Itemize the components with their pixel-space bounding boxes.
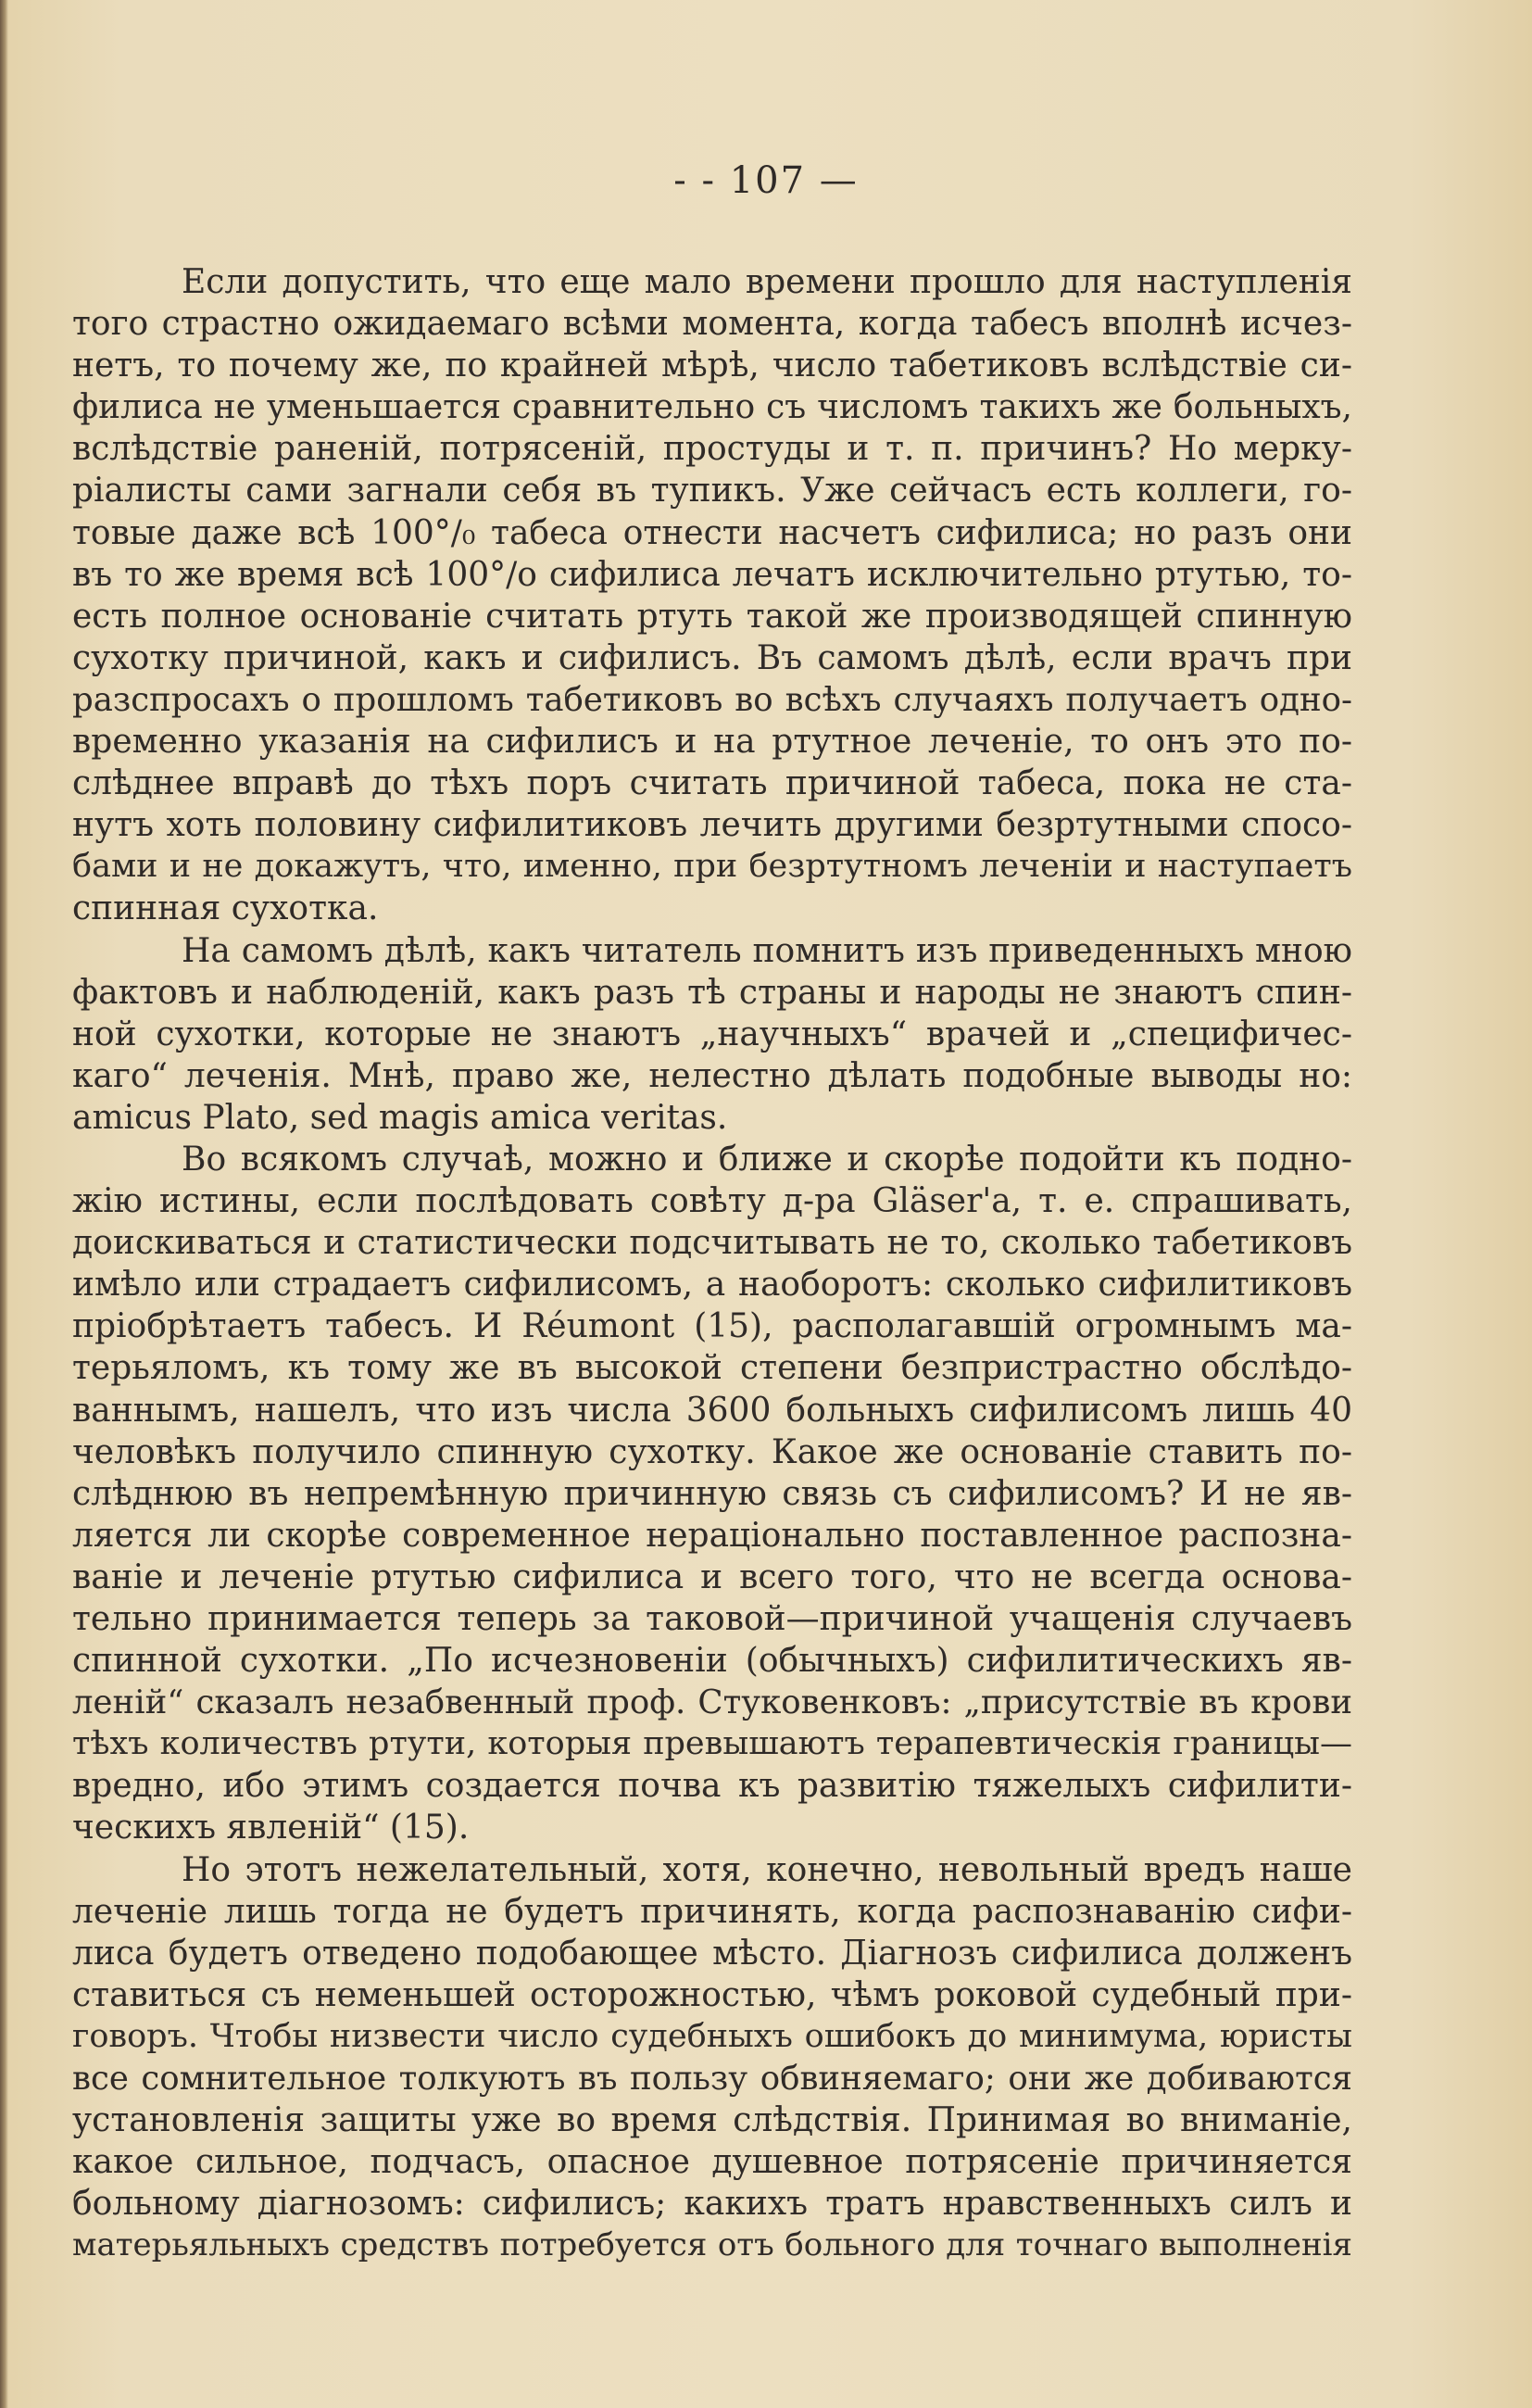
- text-line: ческихъ явленій“ (15).: [72, 1809, 470, 1847]
- text-line: разспросахъ о прошломъ табетиковъ во всѣхъ случаяхъ получаетъ одно-: [72, 680, 1352, 719]
- paragraph-1: [72, 261, 1352, 930]
- text-line: пріобрѣтаетъ табесъ. И Réumont (15), располагавшій огромнымъ ма-: [72, 1307, 1352, 1346]
- text-line: Во всякомъ случаѣ, можно и ближе и скорѣе подойти къ подно-: [182, 1140, 1352, 1179]
- text-line: установленія защиты уже во время слѣдствія. Принимая во вниманіе,: [72, 2101, 1352, 2140]
- text-line: все сомнительное толкуютъ въ пользу обвиняемаго; они же добиваются: [72, 2060, 1352, 2099]
- text-line: филиса не уменьшается сравнительно съ числомъ такихъ же больныхъ,: [72, 388, 1352, 427]
- text-line: терьяломъ, къ тому же въ высокой степени безпристрастно обслѣдо-: [72, 1349, 1352, 1388]
- text-line: какое сильное, подчасъ, опасное душевное потрясеніе причиняется: [72, 2143, 1352, 2182]
- body-text: [72, 261, 1352, 2267]
- text-line: Если допустить, что еще мало времени прошло для наступленія: [182, 263, 1352, 301]
- text-line: каго“ леченія. Мнѣ, право же, нелестно дѣлать подобные выводы но:: [72, 1056, 1352, 1095]
- paragraph-3: [72, 1139, 1352, 1849]
- text-line: есть полное основаніе считать ртуть такой же производящей спинную: [72, 597, 1352, 636]
- text-line: временно указанія на сифилисъ и на ртутное леченіе, то онъ это по-: [72, 723, 1352, 762]
- text-line: нетъ, то почему же, по крайней мѣрѣ, число табетиковъ вслѣдствіе си-: [72, 347, 1352, 385]
- text-line: жію истины, если послѣдовать совѣту д-ра Gläser'а, т. е. спрашивать,: [72, 1182, 1352, 1221]
- paragraph-4: [72, 1849, 1352, 2267]
- text-line: въ то же время всѣ 100°/о сифилиса лечатъ исключительно ртутью, то-: [72, 555, 1352, 594]
- text-line: фактовъ и наблюденій, какъ разъ тѣ страны и народы не знаютъ спин-: [72, 973, 1352, 1012]
- text-line: ріалисты сами загнали себя въ тупикъ. Уже сейчасъ есть коллеги, го-: [72, 472, 1352, 511]
- text-line: того страстно ожидаемаго всѣми момента, когда табесъ вполнѣ исчез-: [72, 305, 1352, 344]
- text-line: человѣкъ получило спинную сухотку. Какое же основаніе ставить по-: [72, 1432, 1352, 1471]
- text-line: спинной сухотки. „По исчезновеніи (обычныхъ) сифилитическихъ яв-: [72, 1642, 1352, 1681]
- paragraph-2: [72, 930, 1352, 1139]
- text-line: ной сухотки, которые не знаютъ „научныхъ“ врачей и „специфичес-: [72, 1015, 1352, 1053]
- text-line: бами и не докажутъ, что, именно, при безртутномъ леченіи и наступаетъ: [72, 848, 1352, 886]
- text-line: ваннымъ, нашелъ, что изъ числа 3600 больныхъ сифилисомъ лишь 40: [72, 1391, 1352, 1430]
- page-binding-edge: [0, 0, 8, 2408]
- text-line: ляется ли скорѣе современное нераціонально поставленное распозна-: [72, 1516, 1352, 1555]
- text-line: доискиваться и статистически подсчитывать не то, сколько табетиковъ: [72, 1224, 1352, 1263]
- text-line: ваніе и леченіе ртутью сифилиса и всего того, что не всегда основа-: [72, 1557, 1352, 1596]
- text-line: тельно принимается теперь за таковой—причиной учащенія случаевъ: [72, 1600, 1352, 1638]
- text-line: тѣхъ количествъ ртути, которыя превышаютъ терапевтическія границы—: [72, 1725, 1352, 1763]
- text-line: леній“ сказалъ незабвенный проф. Стуковенковъ: „присутствіе въ крови: [72, 1683, 1352, 1722]
- text-line: ставиться съ неменьшей осторожностью, чѣмъ роковой судебный при-: [72, 1975, 1352, 2014]
- text-line: матерьяльныхъ средствъ потребуется отъ больного для точнаго выполненія: [72, 2226, 1352, 2264]
- text-line: нутъ хоть половину сифилитиковъ лечить другими безртутными спосо-: [72, 806, 1352, 845]
- text-line: товые даже всѣ 100°/₀ табеса отнести насчетъ сифилиса; но разъ они: [72, 513, 1352, 552]
- text-line: слѣднее вправѣ до тѣхъ поръ считать причиной табеса, пока не ста-: [72, 764, 1352, 803]
- text-line: Но этотъ нежелательный, хотя, конечно, невольный вредъ наше: [182, 1850, 1352, 1889]
- text-line: больному діагнозомъ: сифилисъ; какихъ тратъ нравственныхъ силъ и: [72, 2185, 1352, 2224]
- text-line: слѣднюю въ непремѣнную причинную связь съ сифилисомъ? И не яв-: [72, 1474, 1352, 1513]
- text-line: вредно, ибо этимъ создается почва къ развитію тяжелыхъ сифилити-: [72, 1767, 1352, 1806]
- text-line: говоръ. Чтобы низвести число судебныхъ ошибокъ до минимума, юристы: [72, 2017, 1352, 2055]
- text-line: На самомъ дѣлѣ, какъ читатель помнитъ изъ приведенныхъ мною: [182, 931, 1352, 970]
- text-line: сухотку причиной, какъ и сифилисъ. Въ самомъ дѣлѣ, если врачъ при: [72, 638, 1352, 677]
- text-line: amicus Plato, sed magis amica veritas.: [72, 1098, 728, 1137]
- text-line: леченіе лишь тогда не будетъ причинять, когда распознаванію сифи-: [72, 1892, 1352, 1931]
- text-line: вслѣдствіе раненій, потрясеній, простуды и т. п. причинъ? Но мерку-: [72, 430, 1352, 469]
- text-line: лиса будетъ отведено подобающее мѣсто. Діагнозъ сифилиса долженъ: [72, 1934, 1352, 1973]
- text-line: имѣло или страдаетъ сифилисомъ, а наоборотъ: сколько сифилитиковъ: [72, 1266, 1352, 1305]
- text-line: спинная сухотка.: [72, 889, 379, 928]
- page-number: - - 107 —: [673, 159, 859, 202]
